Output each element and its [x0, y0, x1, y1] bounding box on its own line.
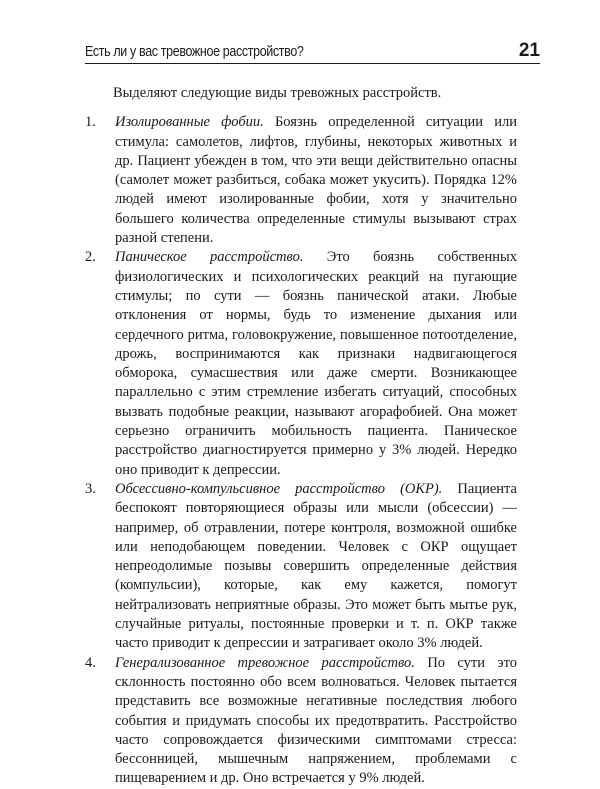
list-item-text: По сути это склонность постоянно обо всем волноваться. Человек пытается представить все возможные негативные последствия любого события и придумать способы их предотвратить. Расстройство часто сопровождается физическими симптомами стресса: бессонницей, мышечным напряжением, проблемами с пищеварением и др. Оно встречается у 9% людей.	[115, 654, 517, 787]
list-item-number: 1.	[85, 114, 96, 131]
list-item-4	[85, 654, 517, 789]
list-item-number: 2.	[85, 249, 96, 266]
list-item-text: Боязнь определенной ситуации или стимула: самолетов, лифтов, глубины, некоторых животных и др. Пациент убежден в том, что эти вещи действительно опасны (самолет может разбиться, собака может укусить). Порядка 12% людей имеют изолированные фобии, хотя у значительно большего количества определенные стимулы вызывают страх разной степени.	[115, 114, 517, 247]
list-item-term: Обсессивно-компульсивное расстройство (ОКР).	[115, 480, 443, 497]
list-item-text: Пациента беспокоят повторяющиеся образы или мысли (обсессии) — например, об отравлении, потере контроля, возможной ошибке или неподобающем поведении. Человек с ОКР ощущает непреодолимые позывы совершить определенные действия (компульсии), которые, как ему кажется, помогут нейтрализовать неприятные образы. Это может быть мытье рук, случайные ритуалы, постоянные проверки и т. п. ОКР также часто приводит к депрессии и затрагивает около 3% людей.	[115, 480, 517, 652]
list-item-term: Генерализованное тревожное расстройство.	[115, 654, 415, 671]
list-item-3	[85, 480, 517, 654]
list-item-number: 3.	[85, 480, 96, 497]
list-item-number: 4.	[85, 654, 96, 671]
page-body	[85, 84, 517, 789]
running-title: Есть ли у вас тревожное расстройство?	[85, 44, 304, 60]
list-item-1	[85, 113, 517, 248]
list-item-term: Изолированные фобии.	[115, 114, 264, 131]
list-item-text: Это боязнь собственных физиологических и психологических реакций на пугающие стимулы; по сути — боязнь панической атаки. Любые отклонения от нормы, будь то изменение дыхания или сердечного ритма, головокружение, повышенное потоотделение, дрожь, воспринимаются как признаки надвигающегося обморока, сумасшествия или даже смерти. Возникающее параллельно с этим стремление избегать ситуаций, способных вызвать подобные реакции, называют агорафобией. Она может серьезно ограничить мобильность пациента. Паническое расстройство диагностируется примерно у 3% людей. Нередко оно приводит к депрессии.	[115, 249, 517, 478]
list-item-term: Паническое расстройство.	[115, 249, 304, 266]
list-item-2	[85, 248, 517, 480]
page-header	[85, 30, 540, 64]
page-number: 21	[518, 40, 540, 61]
header-rule	[85, 63, 540, 64]
intro-paragraph: Выделяют следующие виды тревожных расстройств.	[113, 85, 442, 101]
